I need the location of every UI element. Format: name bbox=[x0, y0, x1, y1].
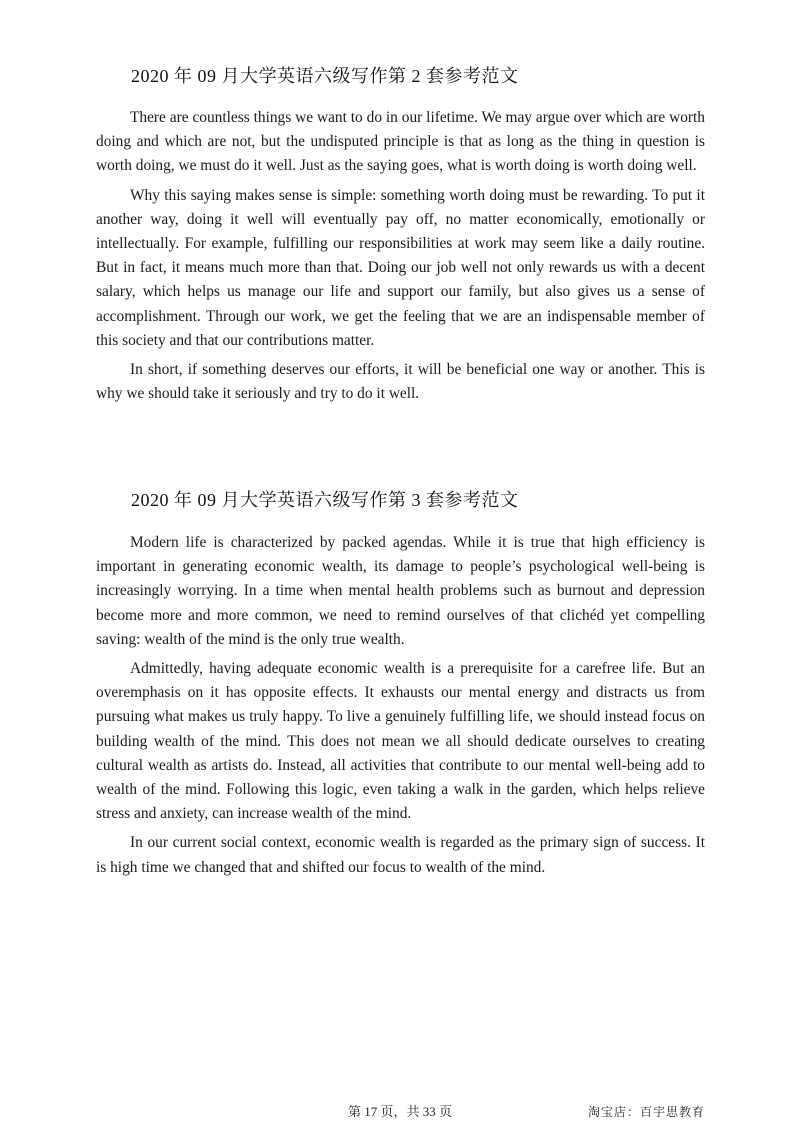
page-number: 第 17 页，共 33 页 bbox=[347, 1104, 452, 1119]
essay-2-paragraph-3: In short, if something deserves our efforts, it will be beneficial one way or another. This is why we should take it seriously and try to do it well. bbox=[96, 361, 705, 403]
essay-2-paragraph-2: Why this saying makes sense is simple: something worth doing must be rewarding. To put it another way, doing it well will eventually pay off, no matter economically, emotionally or intellectually. For example, fulfilling our responsibilities at work may seem like a daily routine. But in fact, it means much more than that. Doing our job well not only rewards us with a decent salary, which helps us manage our life and support our family, but also gives us a sense of accomplishment. Through our work, we get the feeling that we are an indispensable member of this society and that our contributions matter. bbox=[96, 186, 705, 349]
section-2-title: 2020 年 09 月大学英语六级写作第 2 套参考范文 bbox=[131, 66, 519, 86]
essay-3-paragraph-3: In our current social context, economic wealth is regarded as the primary sign of success. It is high time we changed that and shifted our focus to wealth of the mind. bbox=[96, 834, 705, 876]
essay-3-paragraph-1: Modern life is characterized by packed agendas. While it is true that high efficiency is important in generating economic wealth, its damage to people’s psychological well-being is increasingly worrying. In a time when mental health problems such as burnout and depression become more and more common, we need to remind ourselves of that clichéd yet compelling saving: wealth of the mind is the only true wealth. bbox=[96, 534, 705, 648]
essay-2-paragraph-1: There are countless things we want to do in our lifetime. We may argue over which are worth doing and which are not, but the undisputed principle is that as long as the thing in question is worth doing, we must do it well. Just as the saying goes, what is worth doing is worth doing well. bbox=[96, 109, 705, 175]
section-2-essay bbox=[96, 106, 705, 411]
shop-label: 淘宝店：百宇思教育 bbox=[587, 1105, 705, 1119]
section-3-essay bbox=[96, 531, 705, 885]
section-3-title: 2020 年 09 月大学英语六级写作第 3 套参考范文 bbox=[131, 490, 519, 510]
essay-3-paragraph-2: Admittedly, having adequate economic wealth is a prerequisite for a carefree life. But an overemphasis on it has opposite effects. It exhausts our mental energy and distracts us from pursuing what makes us truly happy. To live a genuinely fulfilling life, we should instead focus on building wealth of the mind. This does not mean we all should dedicate ourselves to creating cultural wealth as artists do. Instead, all activities that contribute to our mental well-being add to wealth of the mind. Following this logic, even taking a walk in the garden, which helps relieve stress and anxiety, can increase wealth of the mind. bbox=[96, 660, 705, 823]
